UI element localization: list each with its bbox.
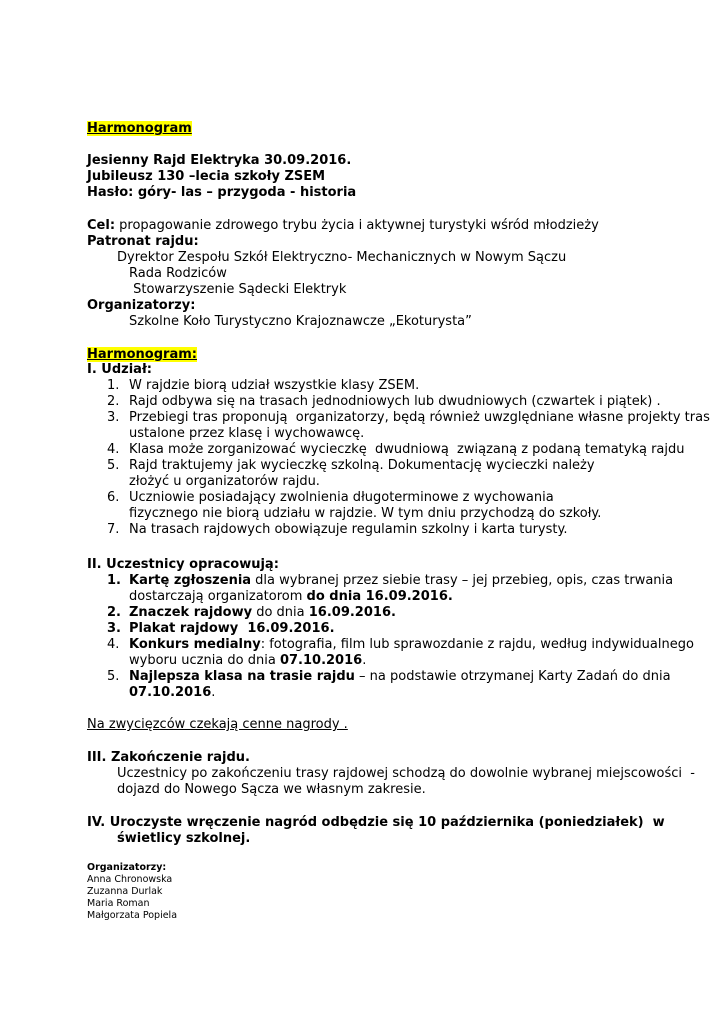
item-number: 3. bbox=[107, 410, 120, 425]
item-number: 5. bbox=[107, 458, 120, 473]
signature-name: Małgorzata Popiela bbox=[87, 910, 178, 921]
section-participation bbox=[87, 362, 710, 538]
organizers-label: Organizatorzy: bbox=[87, 298, 196, 313]
event-line: Jesienny Rajd Elektryka 30.09.2016. bbox=[87, 153, 352, 168]
item-text: Rajd traktujemy jak wycieczkę szkolną. Dokumentację wycieczki należy bbox=[129, 458, 595, 473]
schedule-title bbox=[87, 347, 687, 363]
schedule-title-text: Harmonogram: bbox=[87, 347, 197, 362]
item-text: : fotografia, film lub sprawozdanie z rajdu, według indywidualnego bbox=[260, 637, 694, 652]
item-text: dostarczają organizatorom bbox=[129, 589, 307, 604]
signature-name: Anna Chronowska bbox=[87, 874, 173, 885]
section-4-text: . Uroczyste wręczenie nagród odbędzie się 10 października (poniedziałek) w bbox=[100, 815, 665, 830]
section-1-list bbox=[87, 378, 710, 538]
prizes-note-text: Na zwycięzców czekają cenne nagrody . bbox=[87, 717, 348, 732]
section-ceremony bbox=[87, 815, 687, 847]
section-3-line: Uczestnicy po zakończeniu trasy rajdowej schodzą do dowolnie wybranej miejscowości - bbox=[117, 766, 695, 781]
item-text: Przebiegi tras proponują organizatorzy, będą również uwzględniane własne projekty tras bbox=[129, 410, 710, 425]
item-bold: 16.09.2016. bbox=[308, 605, 396, 620]
item-text: Na trasach rajdowych obowiązuje regulamin szkolny i karta turysty. bbox=[129, 522, 568, 537]
item-number: 4. bbox=[107, 442, 120, 457]
list-item bbox=[87, 605, 687, 621]
signature-block bbox=[87, 862, 687, 922]
goal-text: propagowanie zdrowego trybu życia i aktywnej turystyki wśród młodzieży bbox=[115, 218, 599, 233]
list-item bbox=[87, 637, 694, 669]
item-bold: 07.10.2016 bbox=[129, 685, 212, 700]
patronage-item: Rada Rodziców bbox=[129, 266, 227, 281]
list-item bbox=[87, 458, 687, 490]
item-bold: do dnia 16.09.2016. bbox=[306, 589, 453, 604]
item-number: 7. bbox=[107, 522, 120, 537]
section-4-prefix: IV bbox=[87, 815, 101, 830]
item-text: – na podstawie otrzymanej Karty Zadań do dnia bbox=[354, 669, 671, 684]
item-text: . bbox=[362, 653, 367, 668]
item-number: 6. bbox=[107, 490, 120, 505]
list-item bbox=[87, 410, 710, 442]
event-header bbox=[87, 153, 687, 201]
section-4-line2: świetlicy szkolnej. bbox=[117, 831, 251, 846]
section-ending bbox=[87, 750, 695, 798]
goal-line bbox=[87, 218, 687, 234]
item-text: W rajdzie biorą udział wszystkie klasy ZSEM. bbox=[129, 378, 420, 393]
patronage-item: Stowarzyszenie Sądecki Elektryk bbox=[129, 282, 347, 297]
item-number: 1. bbox=[107, 378, 120, 393]
item-bold: Plakat rajdowy 16.09.2016. bbox=[129, 621, 335, 636]
item-number: 1. bbox=[107, 573, 121, 588]
item-bold: 07.10.2016 bbox=[279, 653, 363, 668]
list-item bbox=[87, 490, 687, 522]
item-text: ustalone przez klasę i wychowawcę. bbox=[129, 426, 365, 441]
section-3-line: dojazd do Nowego Sącza we własnym zakresie. bbox=[117, 782, 426, 797]
item-text: Klasa może zorganizować wycieczkę dwudniową związaną z podaną tematyką rajdu bbox=[129, 442, 685, 457]
section-participants bbox=[87, 557, 694, 701]
list-item bbox=[87, 522, 687, 538]
list-item bbox=[87, 573, 687, 605]
item-number: 4. bbox=[107, 637, 120, 652]
item-text: Uczniowie posiadający zwolnienia długoterminowe z wychowania bbox=[129, 490, 554, 505]
item-text: wyboru ucznia do dnia bbox=[129, 653, 280, 668]
item-bold: Najlepsza klasa na trasie rajdu bbox=[129, 669, 355, 684]
section-1-title: I. Udział: bbox=[87, 362, 152, 377]
item-bold: Znaczek rajdowy bbox=[129, 605, 253, 620]
item-bold: Konkurs medialny bbox=[129, 637, 261, 652]
organizers-item: Szkolne Koło Turystyczno Krajoznawcze „Ekoturysta” bbox=[129, 314, 472, 329]
item-text: fizycznego nie biorą udziału w rajdzie. W tym dniu przychodzą do szkoły. bbox=[129, 506, 602, 521]
item-number: 2. bbox=[107, 605, 121, 620]
info-section bbox=[87, 218, 687, 330]
title-text: Harmonogram bbox=[87, 121, 192, 136]
signature-name: Zuzanna Durlak bbox=[87, 886, 163, 897]
item-number: 3. bbox=[107, 621, 121, 636]
list-item bbox=[87, 669, 687, 701]
patronage-item: Dyrektor Zespołu Szkół Elektryczno- Mechanicznych w Nowym Sączu bbox=[117, 250, 567, 265]
signature-name: Maria Roman bbox=[87, 898, 150, 909]
goal-label: Cel: bbox=[87, 218, 116, 233]
list-item bbox=[87, 378, 687, 394]
motto-line: Hasło: góry- las – przygoda - historia bbox=[87, 185, 357, 200]
list-item bbox=[87, 442, 687, 458]
list-item bbox=[87, 621, 687, 637]
prizes-note bbox=[87, 717, 687, 733]
signature-label: Organizatorzy: bbox=[87, 862, 167, 873]
item-bold: Kartę zgłoszenia bbox=[129, 573, 252, 588]
jubilee-line: Jubileusz 130 –lecia szkoły ZSEM bbox=[87, 169, 326, 184]
item-text: złożyć u organizatorów rajdu. bbox=[129, 474, 320, 489]
item-text: dla wybranej przez siebie trasy – jej przebieg, opis, czas trwania bbox=[251, 573, 674, 588]
item-number: 2. bbox=[107, 394, 120, 409]
section-3-title: III. Zakończenie rajdu. bbox=[87, 750, 250, 765]
document-title bbox=[87, 121, 687, 137]
item-text: do dnia bbox=[252, 605, 309, 620]
list-item bbox=[87, 394, 687, 410]
section-2-title: II. Uczestnicy opracowują: bbox=[87, 557, 279, 572]
item-text: Rajd odbywa się na trasach jednodniowych lub dwudniowych (czwartek i piątek) . bbox=[129, 394, 661, 409]
item-text: . bbox=[211, 685, 216, 700]
patronage-label: Patronat rajdu: bbox=[87, 234, 199, 249]
item-number: 5. bbox=[107, 669, 120, 684]
